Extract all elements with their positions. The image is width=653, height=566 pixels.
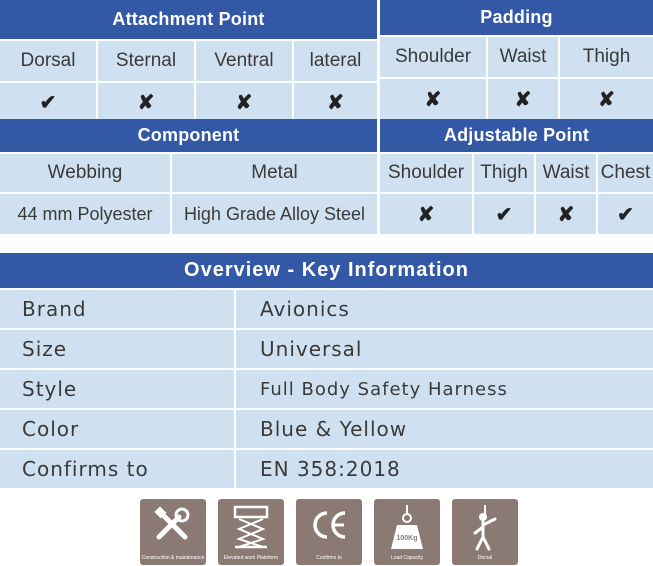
padding-mark-shoulder: ✘ xyxy=(380,77,488,120)
attachment-mark-dorsal: ✔ xyxy=(0,81,98,122)
attachment-col-lateral: lateral xyxy=(294,39,377,81)
overview-value-style: Full Body Safety Harness xyxy=(236,368,653,408)
overview-key-brand: Brand xyxy=(0,288,236,328)
padding-col-shoulder: Shoulder xyxy=(380,35,488,77)
overview-value-color: Blue & Yellow xyxy=(236,408,653,448)
icon-caption: Load Capacity xyxy=(391,555,423,561)
construction-icon-tile xyxy=(140,499,206,565)
adjustable-col-waist: Waist xyxy=(536,152,598,192)
attachment-mark-sternal: ✘ xyxy=(98,81,196,122)
adjustable-col-shoulder: Shoulder xyxy=(380,152,474,192)
overview-key-size: Size xyxy=(0,328,236,368)
component-header: Component xyxy=(0,119,377,152)
ce-icon-tile xyxy=(296,499,362,565)
dorsal-icon-tile xyxy=(452,499,518,565)
padding-mark-thigh: ✘ xyxy=(560,77,653,120)
icon-caption: Elevated work Plateform xyxy=(223,555,279,561)
component-col-metal: Metal xyxy=(172,152,377,192)
padding-col-thigh: Thigh xyxy=(560,35,653,77)
attachment-col-dorsal: Dorsal xyxy=(0,39,98,81)
attachment-mark-lateral: ✘ xyxy=(294,81,377,122)
feature-icons-row xyxy=(140,499,518,565)
adjustable-col-chest: Chest xyxy=(598,152,653,192)
adjustable-point-header: Adjustable Point xyxy=(380,119,653,152)
adjustable-col-thigh: Thigh xyxy=(474,152,536,192)
padding-mark-waist: ✘ xyxy=(488,77,560,120)
component-webbing-value: 44 mm Polyester xyxy=(0,192,172,234)
adjustable-mark-thigh: ✔ xyxy=(474,192,536,234)
elevated-platform-icon-tile xyxy=(218,499,284,565)
overview-key-confirms: Confirms to xyxy=(0,448,236,488)
icon-caption: Dorsal xyxy=(477,555,493,561)
attachment-point-table xyxy=(0,0,377,122)
load-capacity-icon-tile xyxy=(374,499,440,565)
adjustable-point-table xyxy=(380,119,653,234)
overview-key-color: Color xyxy=(0,408,236,448)
padding-header: Padding xyxy=(380,0,653,35)
scissor-lift-icon xyxy=(231,505,271,549)
attachment-col-ventral: Ventral xyxy=(196,39,294,81)
attachment-mark-ventral: ✘ xyxy=(196,81,294,122)
overview-header: Overview - Key Information xyxy=(0,253,653,288)
component-table xyxy=(0,119,377,234)
overview-value-confirms: EN 358:2018 xyxy=(236,448,653,488)
adjustable-mark-shoulder: ✘ xyxy=(380,192,474,234)
overview-table xyxy=(0,253,653,488)
attachment-point-header: Attachment Point xyxy=(0,0,377,39)
overview-value-brand: Avionics xyxy=(236,288,653,328)
load-weight-icon xyxy=(387,505,427,551)
overview-key-style: Style xyxy=(0,368,236,408)
component-col-webbing: Webbing xyxy=(0,152,172,192)
icon-caption: Construction & maintenance xyxy=(141,555,205,561)
ce-mark-icon xyxy=(309,505,349,545)
attachment-col-sternal: Sternal xyxy=(98,39,196,81)
component-metal-value: High Grade Alloy Steel xyxy=(172,192,377,234)
tools-icon xyxy=(153,505,193,545)
overview-value-size: Universal xyxy=(236,328,653,368)
adjustable-mark-waist: ✘ xyxy=(536,192,598,234)
padding-col-waist: Waist xyxy=(488,35,560,77)
adjustable-mark-chest: ✔ xyxy=(598,192,653,234)
padding-table xyxy=(380,0,653,120)
dorsal-person-icon xyxy=(465,505,505,551)
icon-caption: Confirms to xyxy=(316,555,342,561)
load-weight-label: 100Kg xyxy=(396,535,418,542)
